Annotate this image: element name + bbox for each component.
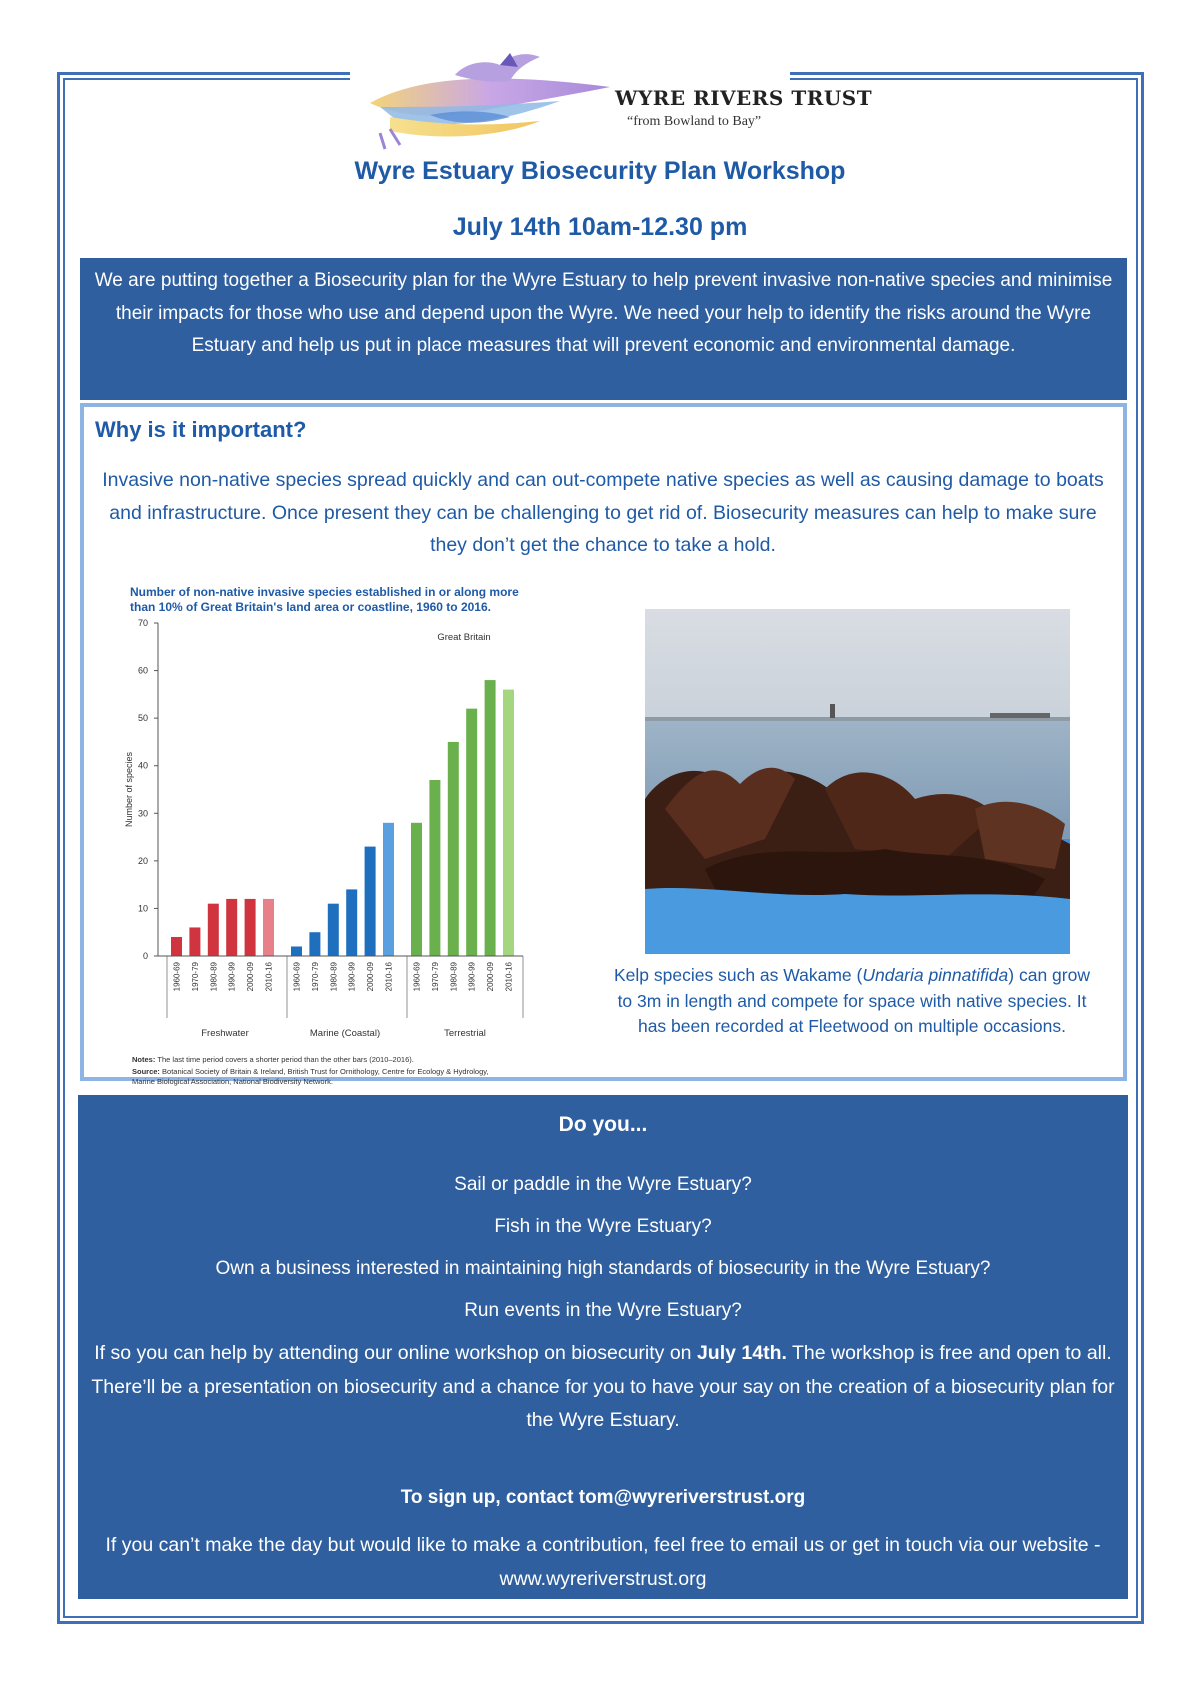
chart-bar xyxy=(245,899,256,956)
chart-y-tick-label: 40 xyxy=(137,760,148,771)
chart-y-tick-label: 0 xyxy=(142,951,148,961)
chart-bar xyxy=(309,932,320,956)
why-heading: Why is it important? xyxy=(95,417,307,442)
chart-y-tick-label: 20 xyxy=(137,855,148,866)
question-sail: Sail or paddle in the Wyre Estuary? xyxy=(454,1174,752,1195)
chart-source-text: Marine Biological Association, National Biodiversity Network. xyxy=(132,1077,333,1086)
chart-x-tick-label: 2010-16 xyxy=(504,962,514,992)
chart-x-tick-label: 1960-69 xyxy=(412,962,422,992)
chart-y-tick-label: 50 xyxy=(137,713,148,724)
chart-notes-text: The last time period covers a shorter period than the other bars (2010–2016). xyxy=(157,1055,414,1064)
caption-text-before: Kelp species such as Wakame ( xyxy=(614,965,863,985)
chart-bar xyxy=(346,889,357,956)
chart-x-tick-label: 1980-89 xyxy=(209,962,219,992)
chart-bar xyxy=(171,937,182,956)
chart-bar xyxy=(503,690,514,956)
chart-bar xyxy=(448,742,459,956)
signup-line: To sign up, contact tom@wyreriverstrust.org xyxy=(400,1487,806,1508)
chart-group-label: Marine (Coastal) xyxy=(309,1028,381,1039)
chart-x-tick-label: 1960-69 xyxy=(172,962,182,992)
chart-x-tick-label: 1970-79 xyxy=(310,962,320,992)
chart-bar xyxy=(466,709,477,956)
kelp-caption xyxy=(612,963,1092,1040)
invasive-species-chart xyxy=(120,578,620,1086)
chart-notes xyxy=(132,1055,414,1064)
chart-bar xyxy=(365,847,376,956)
chart-x-tick-label: 2010-16 xyxy=(264,962,274,992)
caption-text-after: ) can grow to 3m in length and compete for space with native species. It has been recorded at Fleetwood on multiple occasions. xyxy=(617,965,1090,1036)
chart-x-tick-label: 1980-89 xyxy=(449,962,459,992)
chart-source-text: Botanical Society of Britain & Ireland, British Trust for Ornithology, Centre for Ecology & Hydrology, xyxy=(162,1067,489,1076)
chart-y-tick-label: 70 xyxy=(137,618,148,628)
chart-x-tick-label: 1970-79 xyxy=(430,962,440,992)
why-text: Invasive non-native species spread quickly and can out-compete native species as well as causing damage to boats and infrastructure. Once present they can be challenging to get rid of. Biosecurity measures can help to make sure they don’t get the chance to take a hold. xyxy=(102,469,1104,556)
chart-x-tick-label: 2000-09 xyxy=(246,962,256,992)
org-name: WYRE RIVERS TRUST xyxy=(615,86,873,110)
chart-bar xyxy=(291,946,302,956)
wyre-rivers-trust-logo xyxy=(360,45,620,155)
chart-title-line: than 10% of Great Britain's land area or coastline, 1960 to 2016. xyxy=(130,600,491,614)
attend-date: July 14th. xyxy=(696,1342,787,1364)
chart-y-axis-label: Number of species xyxy=(124,751,134,828)
chart-bar xyxy=(189,927,200,956)
chart-title-line: Number of non-native invasive species established in or along more xyxy=(130,585,519,599)
attend-text-before: If so you can help by attending our online workshop on biosecurity on xyxy=(94,1342,697,1364)
intro-banner xyxy=(80,258,1127,400)
chart-x-tick-label: 2000-09 xyxy=(366,962,376,992)
do-you-heading: Do you... xyxy=(558,1113,648,1136)
chart-group-label: Freshwater xyxy=(201,1028,249,1039)
chart-y-tick-label: 60 xyxy=(137,665,148,676)
chart-y-tick-label: 30 xyxy=(137,808,148,819)
chart-group-label: Terrestrial xyxy=(444,1028,486,1039)
chart-bar xyxy=(383,823,394,956)
chart-bar xyxy=(328,904,339,956)
intro-text: We are putting together a Biosecurity plan for the Wyre Estuary to help prevent invasive non-native species and minimise their impacts for those who use and depend upon the Wyre. We need your help to identify the risks around the Wyre Estuary and help us put in place measures that will prevent economic and environmental damage. xyxy=(94,270,1113,356)
chart-bar xyxy=(411,823,422,956)
question-fish: Fish in the Wyre Estuary? xyxy=(494,1216,712,1237)
chart-x-tick-label: 1970-79 xyxy=(190,962,200,992)
caption-species-name: Undaria pinnatifida xyxy=(862,965,1009,985)
chart-bar xyxy=(485,680,496,956)
page-title: Wyre Estuary Biosecurity Plan Workshop xyxy=(354,157,846,185)
chart-x-tick-label: 1990-99 xyxy=(347,962,357,992)
kelp-photo xyxy=(645,609,1070,954)
chart-bar xyxy=(226,899,237,956)
org-tagline: “from Bowland to Bay” xyxy=(627,114,762,129)
chart-source-label: Source: xyxy=(132,1067,163,1076)
attend-text-after: The workshop is free and open to all. There’ll be a presentation on biosecurity and a chance for you to have your say on the creation of a biosecurity plan for the Wyre Estuary. xyxy=(91,1342,1115,1431)
event-date: July 14th 10am-12.30 pm xyxy=(452,213,748,241)
chart-x-tick-label: 1980-89 xyxy=(329,962,339,992)
chart-source xyxy=(132,1067,489,1076)
chart-x-tick-label: 1990-99 xyxy=(227,962,237,992)
chart-bar xyxy=(208,904,219,956)
contribute-paragraph: If you can’t make the day but would like to make a contribution, feel free to email us or get in touch via our website - www.wyreriverstrust.org xyxy=(105,1534,1101,1590)
chart-y-tick-label: 10 xyxy=(137,903,148,914)
question-events: Run events in the Wyre Estuary? xyxy=(464,1300,742,1321)
chart-notes-label: Notes: xyxy=(132,1055,158,1064)
chart-bar xyxy=(263,899,274,956)
chart-bar xyxy=(429,780,440,956)
chart-x-tick-label: 2000-09 xyxy=(486,962,496,992)
question-business: Own a business interested in maintaining high standards of biosecurity in the Wyre Estuary? xyxy=(215,1258,991,1279)
attend-paragraph xyxy=(86,1337,1120,1438)
chart-x-tick-label: 2010-16 xyxy=(384,962,394,992)
chart-x-tick-label: 1960-69 xyxy=(292,962,302,992)
chart-x-tick-label: 1990-99 xyxy=(467,962,477,992)
chart-subtitle: Great Britain xyxy=(437,632,491,643)
do-you-panel xyxy=(78,1095,1128,1599)
